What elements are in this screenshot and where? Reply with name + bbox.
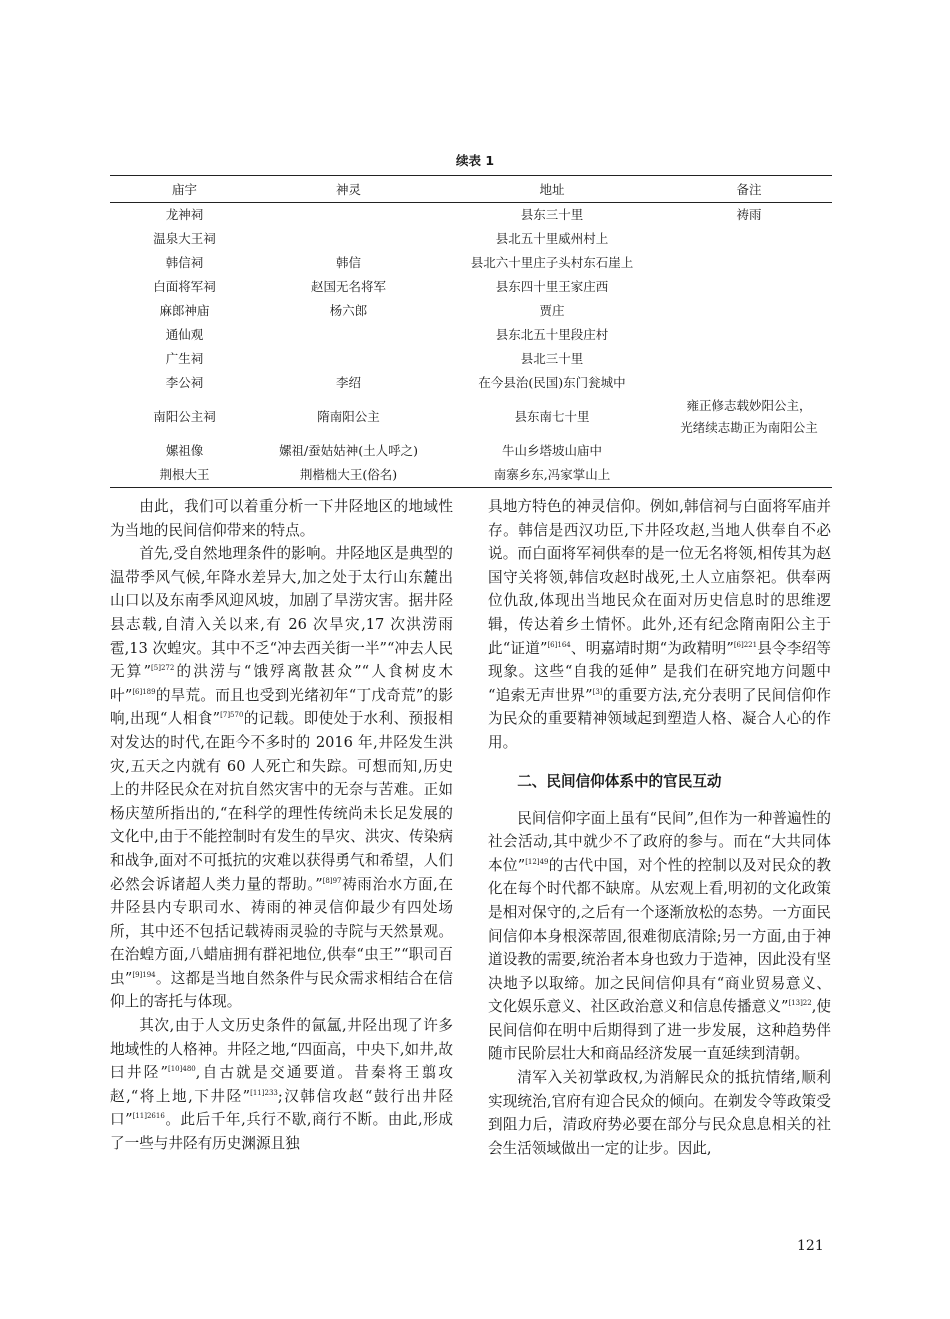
table-row [110,439,832,463]
table-row [110,251,832,275]
citation: [6]164 [547,640,571,649]
left-column [110,495,453,1156]
table-cell: 县东南七十里 [514,409,590,424]
table-cell: 县北六十里庄子头村东石崖上 [470,255,634,270]
citation: [12]49 [525,857,549,866]
table-cell: 韩信祠 [165,255,204,270]
table-row [110,275,832,299]
paragraph: 清军入关初掌政权,为消解民众的抵抗情绪,顺利实现统治,官府有迎合民众的倾向。在剃发令等政策受到阻力后，清政府势必要在部分与民众息息相关的社会生活领域做出一定的让步。因此, [488,1069,831,1157]
citation: [6]189 [132,687,156,696]
column-header: 神灵 [259,176,438,203]
table-cell: 南阳公主祠 [153,409,216,424]
table-cell: 县东四十里王家庄西 [495,279,609,294]
table-cell [666,347,832,371]
table-cell: 嫘祖像 [165,443,204,458]
table-cell: 李公祠 [165,375,204,390]
table-cell [259,227,438,251]
page-number: 121 [797,1238,824,1254]
citation: [3] [592,687,603,696]
citation: [8]97 [322,876,342,885]
table-row [110,323,832,347]
table-cell: 荆楷柮大王(俗名) [259,463,438,488]
table-row [110,227,832,251]
citation: [11]2616 [132,1112,165,1121]
table-cell [666,371,832,395]
paragraph: 由此，我们可以着重分析一下井陉地区的地域性为当地的民间信仰带来的特点。 [110,498,453,539]
table-cell: 广生祠 [165,351,204,366]
table-cell: 隋南阳公主 [317,409,380,424]
table-cell: 荆根大王 [110,463,259,488]
table-cell [666,439,832,463]
table-caption: 续表 1 [455,153,495,168]
table-cell: 韩信 [335,255,361,270]
table-cell [666,463,832,488]
column-header: 庙宇 [110,176,259,203]
table-row [110,395,832,439]
table-cell: 南寨乡东,冯家掌山上 [438,463,666,488]
paragraph: 具地方特色的神灵信仰。例如,韩信祠与白面将军庙并存。韩信是西汉功臣,下井陉攻赵,当地人供奉自不必说。而白面将军祠供奉的是一位无名将领,相传其为赵国守关将领,韩信攻赵时战死,土人立庙祭祀。供奉两位仇敌,体现出当地民众在面对历史信息时的思维逻辑，传达着乡土情怀。此外,还有纪念隋南阳公主于此“证道”$^{[6]164}$、明嘉靖时期“为政精明”$^{[6]221}$县令李绍等现象。这些“自我的延伸” 是我们在研究地方问题中 “追索无声世界”[3]的重要方法,充分表明了民间信仰作为民众的重要精神领域起到塑造人格、凝合人心的作用。 [488,498,831,751]
table-cell: 温泉大王祠 [153,231,216,246]
table-cell [666,323,832,347]
citation: [5]272 [151,664,175,673]
table-header-row [110,176,832,203]
paragraph: 民间信仰字面上虽有“民间”,但作为一种普遍性的社会活动,其中就少不了政府的参与。而在“大共同体本位”$^{[12]49}$的古代中国，对个性的控制以及对民众的教化在每个时代都不缺席。从宏观上看,明初的文化政策是相对保守的,之后有一个逐渐放松的态势。一方面民间信仰本身根深蒂固,很难彻底清除;另一方面,由于神道设教的需要,统治者本身也致力于造神，因此没有坚决地予以取缔。加之民间信仰具有“商业贸易意义、文化娱乐意义、社区政治意义和信息传播意义”$^{[13]22}$,使民间信仰在明中后期得到了进一步发展，这种趋势伴随市民阶层壮大和商品经济发展一直延续到清朝。 [488,809,832,1063]
table-cell: 杨六郎 [329,303,368,318]
table-cell [259,347,438,371]
table-row [110,203,832,228]
paragraph: 首先,受自然地理条件的影响。井陉地区是典型的温带季风气候,年降水差异大,加之处于太行山东麓出山口以及东南季风迎风坡，加剧了旱涝灾害。据井陉县志载,自清入关以来,有 26 次旱灾,17 次洪涝雨雹,13 次蝗灾。其中不乏“冲去西关街一半”“冲去人民无算”$^{[5]272}$的洪涝与“饿殍离散甚众”“人食树皮木叶”$^{[6]189}$的旱荒。而且也受到光绪初年“丁戊奇荒”的影响,出现“人相食”$^{[7]570}$的记载。即使处于水利、预报相对发达的时代,在距今不多时的 2016 年,井陉发生洪灾,五天之内就有 60 人死亡和失踪。可想而知,历史上的井陉民众在对抗自然灾害中的无奈与苦难。正如杨庆堃所指出的,“在科学的理性传统尚未长足发展的文化中,由于不能控制时有发生的旱灾、洪灾、传染病和战争,面对不可抵抗的灾难以获得勇气和希望，人们必然会诉诸超人类力量的帮助。”$^{[8]97}$祷雨治水方面,在井陉县内专职司水、祷雨的神灵信仰最少有四处场所，其中还不包括记载祷雨灵验的寺院与天然景观。在治蝗方面,八蜡庙拥有群祀地位,供奉“虫王”“职司百虫”$^{[9]194}$。这都是当地自然条件与民众需求相结合在信仰上的寄托与体现。 [110,545,453,1011]
table-cell: 麻郎神庙 [159,303,210,318]
table-cell: 贾庄 [539,303,565,318]
table-cell [666,275,832,299]
table-cell: 牛山乡塔坡山庙中 [501,443,602,458]
citation: [10]480 [168,1065,196,1074]
table-cell: 雍正修志载妙阳公主， 光绪续志勘正为南阳公主 [680,398,818,435]
table-cell [259,323,438,347]
right-column [488,495,831,1160]
table-cell: 白面将军祠 [153,279,216,294]
table-cell: 赵国无名将军 [310,279,386,294]
column-header: 备注 [666,176,832,203]
table-cell: 县东北五十里段庄村 [495,327,609,342]
table-row [110,371,832,395]
table-cell [259,203,438,228]
citation: [9]194 [132,970,156,979]
table-cell: 县北五十里威州村上 [495,231,609,246]
citation: [13]22 [788,999,812,1008]
table-cell [666,299,832,323]
table-cell [666,227,832,251]
table-cell: 龙神祠 [165,207,204,222]
paragraph: 其次,由于人文历史条件的氤氲,井陉出现了许多地域性的人格神。井陉之地,“四面高，中央下,如井,故曰井陉”$^{[10]480}$,自古就是交通要道。昔秦将王翦攻赵,“将上地,下井陉”$^{[11]233}$;汉韩信攻赵“鼓行出井陉口”$^{[11]2616}$。此后千年,兵行不歇,商行不断。由此,形成了一些与井陉有历史渊源且独 [110,1017,454,1153]
table-row [110,347,832,371]
citation: [11]233 [250,1088,278,1097]
table-cell: 祷雨 [736,207,762,222]
citation: [6]221 [733,640,758,649]
table-cell: 李绍 [335,375,361,390]
table-cell: 县北三十里 [520,351,584,366]
temple-table [110,175,832,488]
table-row [110,299,832,323]
table-row [110,463,832,488]
table-cell: 通仙观 [165,327,204,342]
table-cell: 县东三十里 [520,207,584,222]
table-cell [666,251,832,275]
section-heading: 二、民间信仰体系中的官民互动 [517,772,722,790]
table-cell: 嫘祖/蚕姑姑神(土人呼之) [279,443,418,458]
citation: [7]570 [220,711,244,720]
column-header: 地址 [438,176,666,203]
table-cell: 在今县治(民国)东门瓮城中 [478,375,626,390]
table-body [110,203,832,488]
